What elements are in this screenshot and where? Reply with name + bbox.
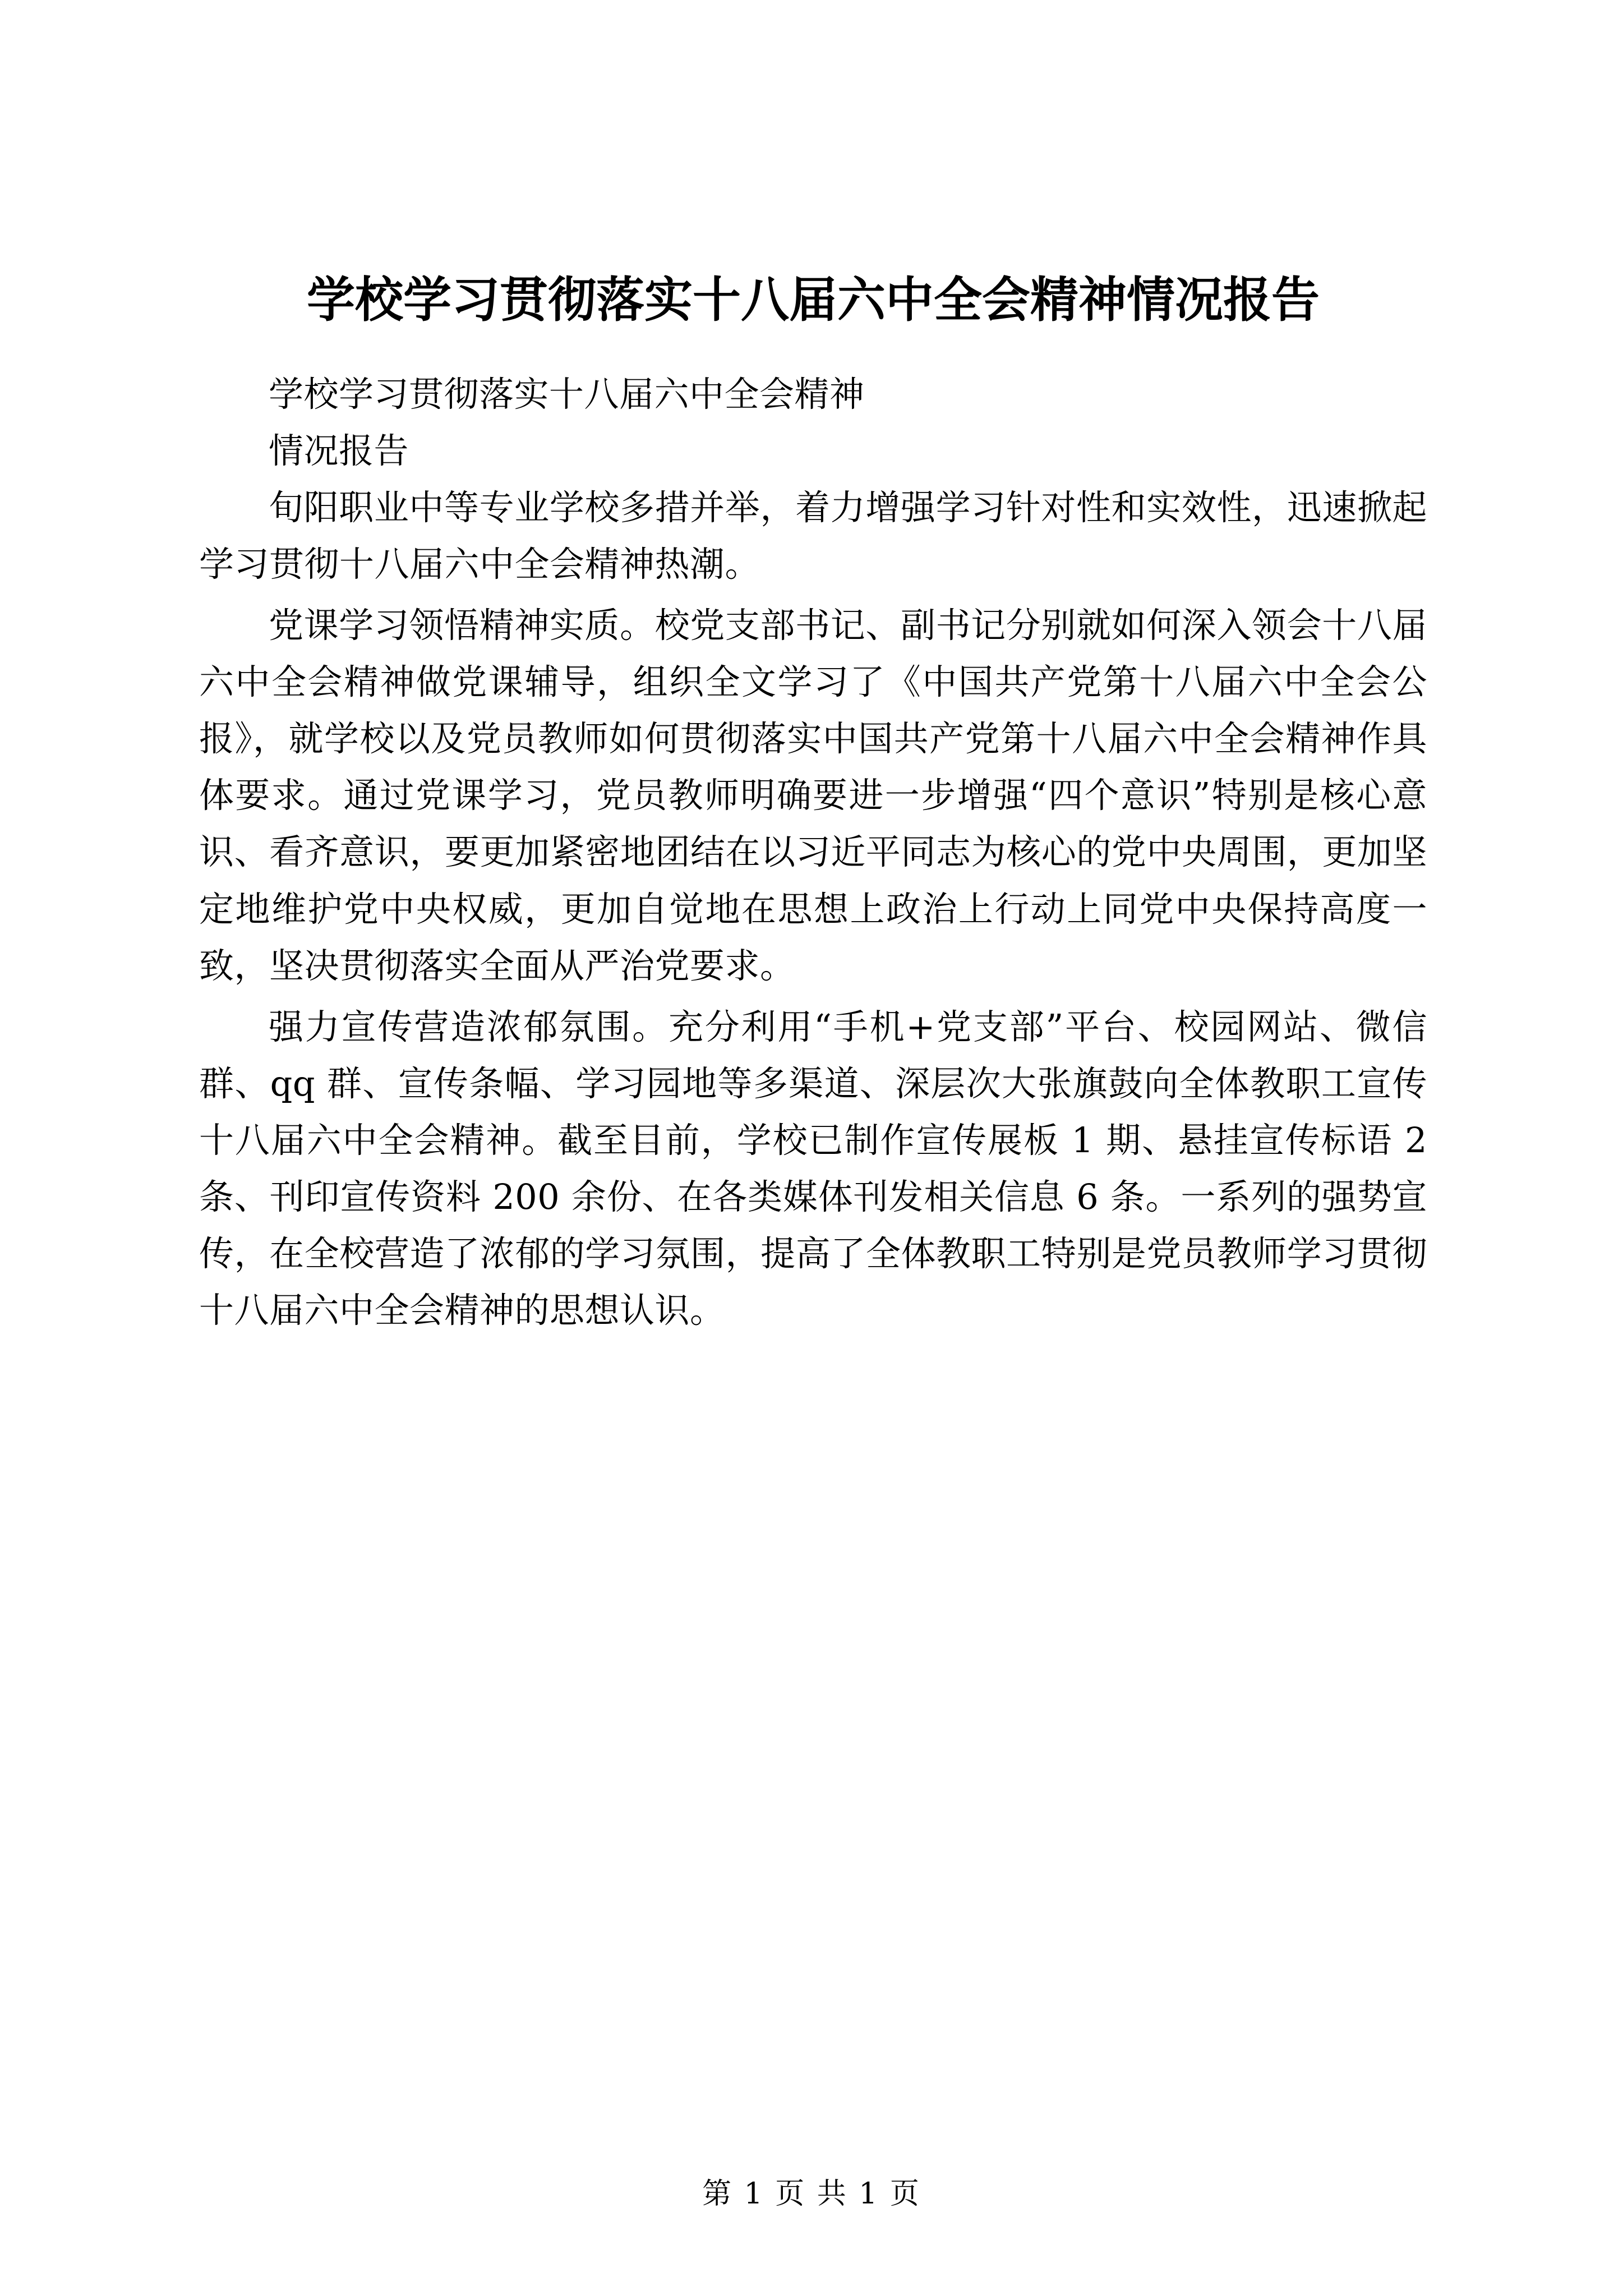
subtitle-line-2: 情况报告 (269, 430, 409, 472)
page-footer: 第 1 页 共 1 页 (702, 2177, 921, 2211)
body-paragraph-2: 党课学习领悟精神实质。校党支部书记、副书记分别就如何深入领会十八届六中全会精神做党课辅导，组织全文学习了《中国共产党第十八届六中全会公报》，就学校以及党员教师如何贯彻落实中国共产党第十八届六中全会精神作具体要求。通过党课学习，党员教师明确要进一步增强“四个意识”特别是核心意识、看齐意识，要更加紧密地团结在以习近平同志为核心的党中央周围，更加坚定地维护党中央权威，更加自觉地在思想上政治上行动上同党中央保持高度一致，坚决贯彻落实全面从严治党要求。 (199, 605, 1427, 986)
body-paragraph-1: 旬阳职业中等专业学校多措并举，着力增强学习针对性和实效性，迅速掀起学习贯彻十八届六中全会精神热潮。 (199, 487, 1427, 585)
body-paragraph-3: 强力宣传营造浓郁氛围。充分利用“手机+党支部”平台、校园网站、微信群、qq 群、宣传条幅、学习园地等多渠道、深层次大张旗鼓向全体教职工宣传十八届六中全会精神。截至目前，学校已制作宣传展板 1 期、悬挂宣传标语 2 条、刊印宣传资料 200 余份、在各类媒体刊发相关信息 6 条。一系列的强势宣传，在全校营造了浓郁的学习氛围，提高了全体教职工特别是党员教师学习贯彻十八届六中全会精神的思想认识。 (199, 1006, 1427, 1331)
document-body (199, 269, 1427, 1343)
page-title: 学校学习贯彻落实十八届六中全会精神情况报告 (307, 272, 1320, 328)
subtitle-line-1: 学校学习贯彻落实十八届六中全会精神 (269, 374, 865, 415)
